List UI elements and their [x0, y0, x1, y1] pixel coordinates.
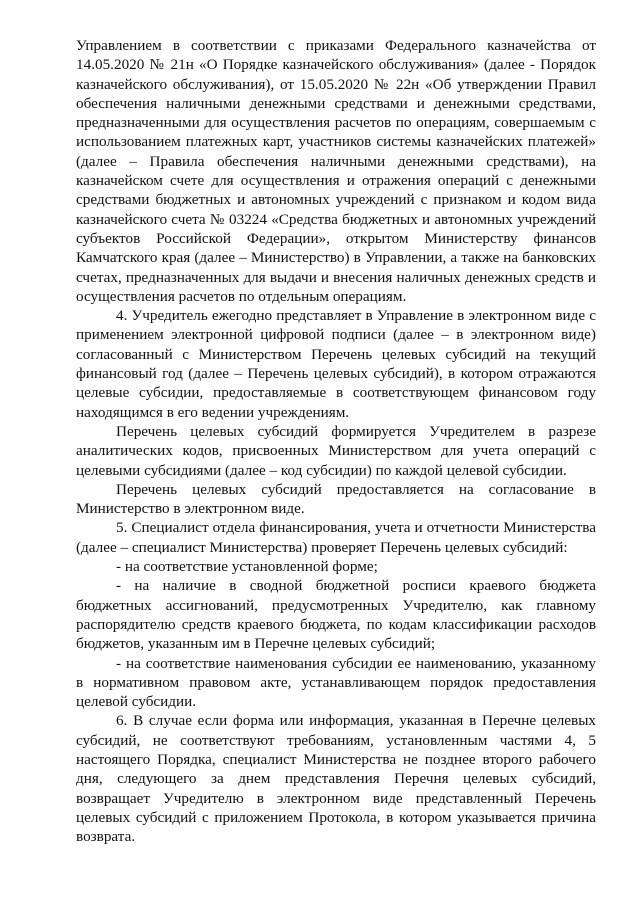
- list-item-budget-check: - на наличие в сводной бюджетной росписи краевого бюджета бюджетных ассигнований, предусмотренных Учредителю, как главному распорядителю средств краевого бюджета, по кодам классификации расходов бюджетов, указанным им в Перечне целевых субсидий;: [76, 577, 596, 653]
- paragraph-item-4: 4. Учредитель ежегодно представляет в Управление в электронном виде с применением электронной цифровой подписи (далее – в электронном виде) согласованный с Министерством Перечень целевых субсидий на текущий финансовый год (далее – Перечень целевых субсидий), в котором отражаются целевые субсидии, предоставляемые в соответствующем финансовом году находящимся в его ведении учреждениям.: [76, 307, 596, 421]
- list-item-form-check: - на соответствие установленной форме;: [116, 558, 378, 576]
- paragraph-continuation: Управлением в соответствии с приказами Федерального казначейства от 14.05.2020 № 21н «О Порядке казначейского обслуживания» (далее - Порядок казначейского обслуживания), от 15.05.2020 № 22н «Об утверждении Правил обеспечения наличными денежными средствами и денежными средствами, предназначенными для осуществления расчетов по операциям, совершаемым с использованием платежных карт, участников системы казначейских платежей» (далее – Правила обеспечения наличными денежными средствами), на казначейском счете для осуществления и отражения операций с денежными средствами бюджетных и автономных учреждений с признаком и кодом вида казначейского счета № 03224 «Средства бюджетных и автономных учреждений субъектов Российской Федерации», открытом Министерству финансов Камчатского края (далее – Министерство) в Управлении, а также на банковских счетах, предназначенных для выдачи и внесения наличных денежных средств и осуществления расчетов по отдельным операциям.: [76, 37, 596, 305]
- paragraph-subsidy-list-approval: Перечень целевых субсидий предоставляется на согласование в Министерство в электронном виде.: [76, 480, 596, 518]
- document-page: [76, 36, 596, 846]
- list-item-name-check: - на соответствие наименования субсидии ее наименованию, указанному в нормативном правовом акте, устанавливающем порядок предоставления целевой субсидии.: [76, 654, 596, 711]
- paragraph-item-6: 6. В случае если форма или информация, указанная в Перечне целевых субсидий, не соответствуют требованиям, установленным частями 4, 5 настоящего Порядка, специалист Министерства не позднее второго рабочего дня, следующего за днем представления Перечня целевых субсидий, возвращает Учредителю в электронном виде представленный Перечень целевых субсидий с приложением Протокола, в котором указывается причина возврата.: [76, 712, 596, 846]
- paragraph-item-5: 5. Специалист отдела финансирования, учета и отчетности Министерства (далее – специалист Министерства) проверяет Перечень целевых субсидий:: [76, 519, 596, 556]
- paragraph-subsidy-list-formation: Перечень целевых субсидий формируется Учредителем в разрезе аналитических кодов, присвоенных Министерством для учета операций с целевыми субсидиями (далее – код субсидии) по каждой целевой субсидии.: [76, 422, 596, 479]
